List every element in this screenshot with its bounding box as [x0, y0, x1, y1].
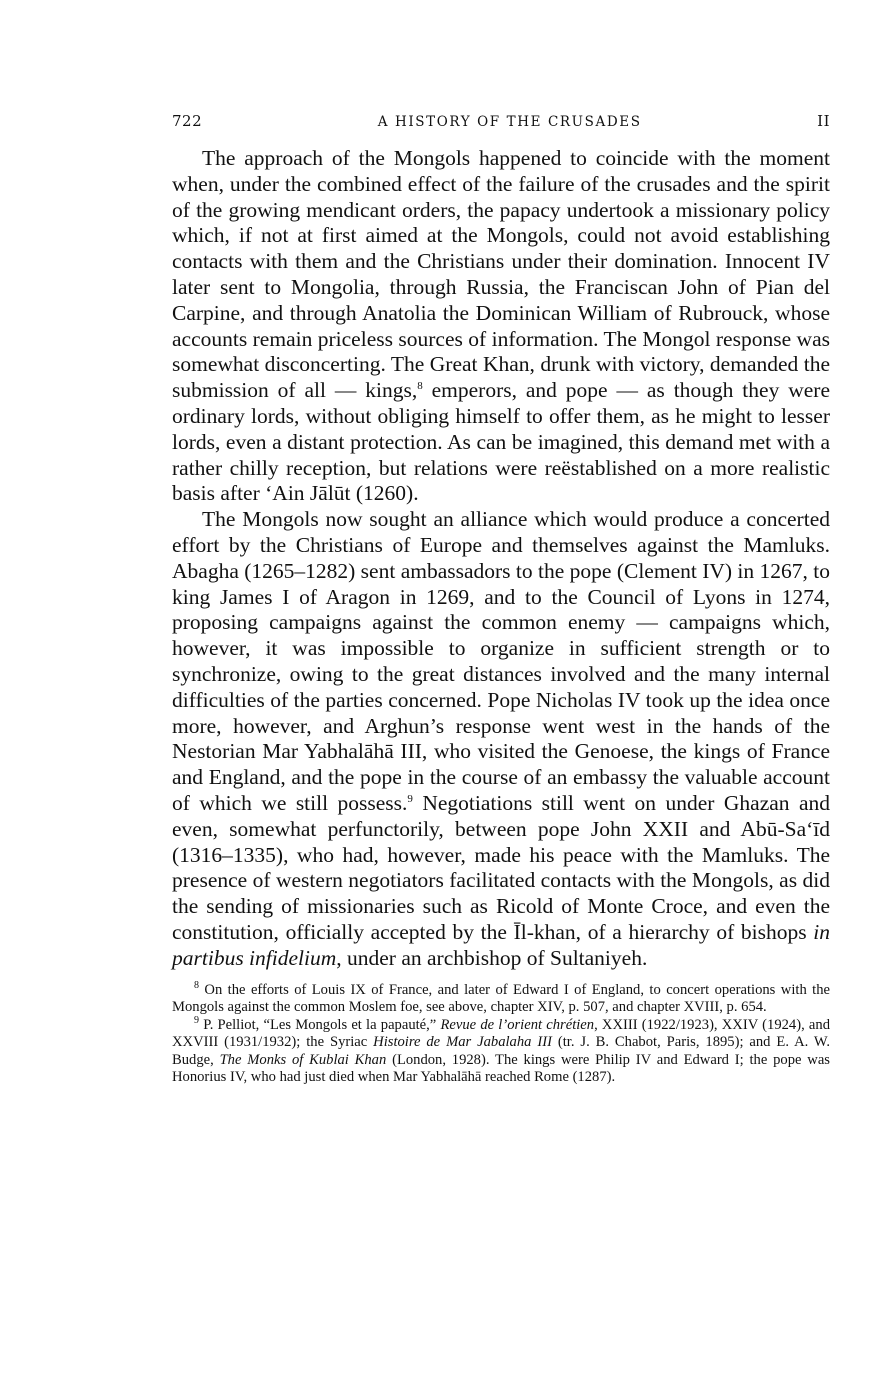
- book-page: [172, 112, 830, 1087]
- paragraph-1-text-a: The approach of the Mongols happened to coincide with the moment when, under the combined effect of the failure of the crusades and the spirit of the growing mendicant orders, the papacy undertook a missionary policy which, if not at first aimed at the Mongols, could not avoid establishing contacts with them and the Christians under their domination. Innocent IV later sent to Mongolia, through Russia, the Franciscan John of Pian del Carpine, and through Anatolia the Dominican William of Rubrouck, whose accounts remain priceless sources of information. The Mongol response was somewhat disconcerting. The Great Khan, drunk with victory, demanded the submission of all — kings,: [172, 146, 830, 403]
- paragraph-1-text-b: emperors, and pope — as though they were ordinary lords, without obliging himself to offer them, as he might to lesser lords, even a distant protection. As can be imagined, this demand met with a rather chilly reception, but relations were reëstablished on a more realistic basis after ‘Ain Jālūt (1260).: [172, 378, 830, 506]
- footnote-8-mark: 8: [194, 979, 199, 991]
- footnote-9-book-title-2: The Monks of Kublai Khan: [219, 1051, 387, 1068]
- volume-number: II: [817, 112, 830, 130]
- footnote-8: [172, 979, 830, 1017]
- latin-phrase: in partibus infidelium: [172, 919, 830, 970]
- footnote-9-text-a: P. Pelliot, “Les Mongols et la papauté,”: [199, 1016, 441, 1033]
- paragraph-2-text-b: Negotiations still went on under Ghazan and even, somewhat perfunctorily, between pope John XXII and Abū-Sa‘īd (1316–1335), who had, however, made his peace with the Mamluks. The presence of western negotiators facilitated contacts with the Mongols, as did the sending of missionaries such as Ricold of Monte Croce, and even the constitution, officially accepted by the Īl-khan, of a hierarchy of bishops: [172, 790, 831, 944]
- footnote-9-journal-title: Revue de l’orient chrétien: [440, 1016, 595, 1033]
- paragraph-2-text-a: The Mongols now sought an alliance which would produce a concerted effort by the Christians of Europe and themselves against the Mamluks. Abagha (1265–1282) sent ambassadors to the pope (Clement IV) in 1267, to king James I of Aragon in 1269, and to the Council of Lyons in 1274, proposing campaigns against the common enemy — campaigns which, however, it was impossible to organize in sufficient strength or to synchronize, owing to the great distances involved and the many internal difficulties of the parties concerned. Pope Nicholas IV took up the idea once more, however, and Arghun’s response went west in the hands of the Nestorian Mar Yabhalāhā III, who visited the Genoese, the kings of France and England, and the pope in the course of an embassy the valuable account of which we still possess.: [172, 507, 831, 815]
- footnote-9-mark: 9: [194, 1014, 199, 1026]
- paragraph-2: [172, 507, 830, 971]
- footnote-ref-8: 8: [417, 380, 423, 393]
- footnote-9-text-b: , XXIII (1922/1923), XXIV (1924), and XXVIII (1931/1932); the Syriac: [172, 1016, 830, 1051]
- footnote-ref-9: 9: [407, 792, 413, 805]
- footnote-9: [172, 1014, 830, 1087]
- paragraph-1: [172, 146, 830, 507]
- footnote-9-text-c: (tr. J. B. Chabot, Paris, 1895); and E. A. W. Budge,: [172, 1034, 830, 1068]
- footnotes: [172, 979, 830, 1088]
- footnote-9-book-title-1: Histoire de Mar Jabalaha III: [373, 1034, 552, 1051]
- footnote-8-text: On the efforts of Louis IX of France, and later of Edward I of England, to concert operations with the Mongols against the common Moslem foe, see above, chapter XIV, p. 507, and chapter XVIII, p. 654.: [172, 981, 830, 1016]
- running-header: [172, 112, 830, 130]
- page-number: 722: [172, 112, 203, 130]
- running-title: A HISTORY OF THE CRUSADES: [377, 114, 642, 130]
- paragraph-2-text-c: , under an archbishop of Sultaniyeh.: [336, 945, 648, 970]
- footnote-9-text-d: (London, 1928). The kings were Philip IV and Edward I; the pope was Honorius IV, who had just died when Mar Yabhalāhā reached Rome (1287).: [172, 1051, 830, 1086]
- main-text: [172, 146, 830, 972]
